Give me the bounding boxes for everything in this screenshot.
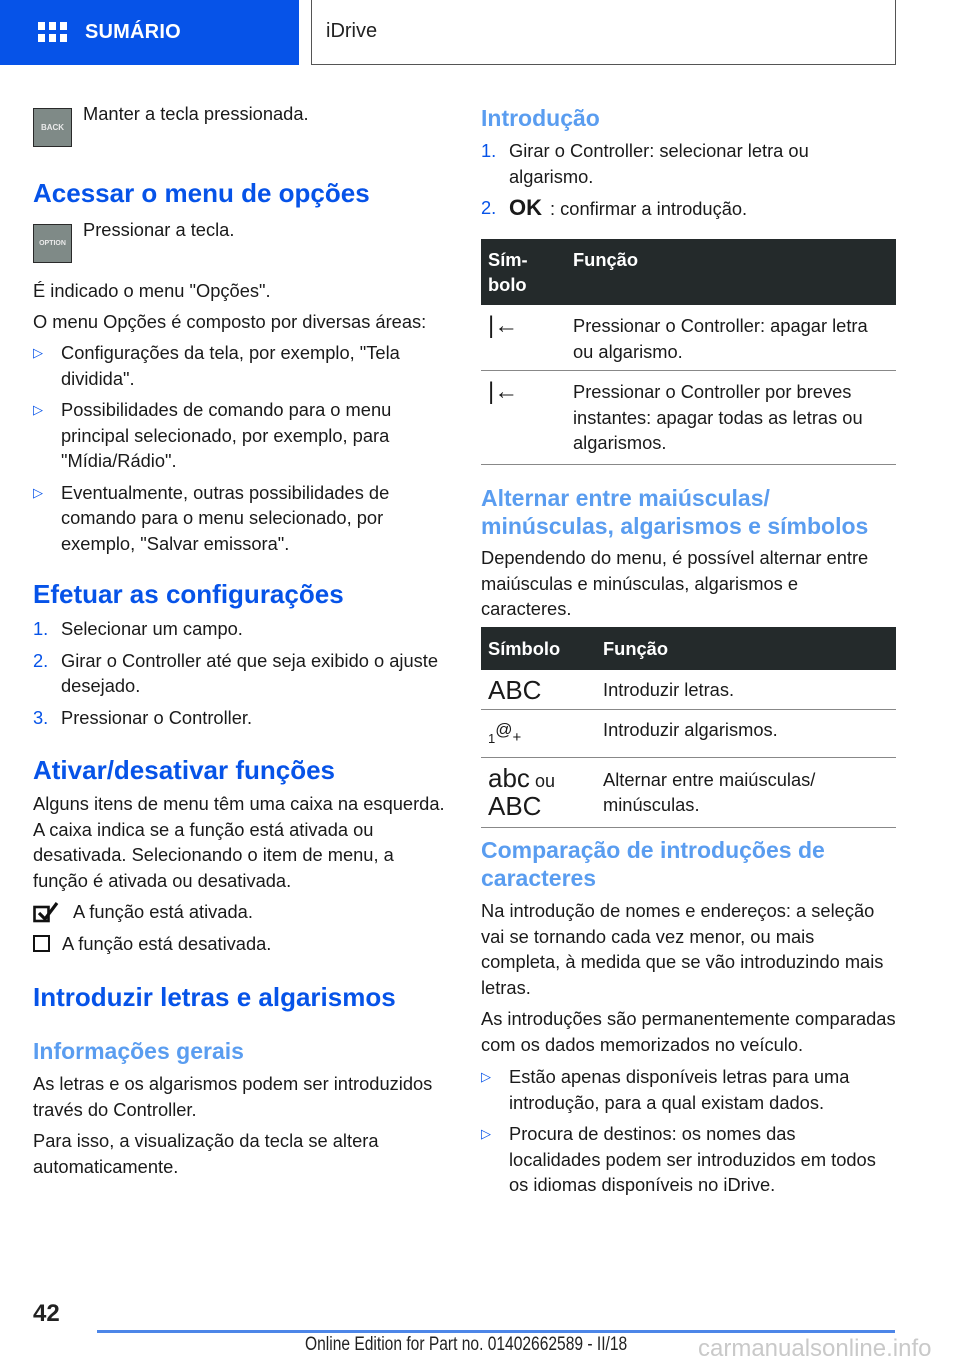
- list-item: ▷ Eventualmente, outras possibilidades de comando para o menu selecionado, por exemplo, "Salvar emissora".: [33, 481, 390, 554]
- heading-switch-case: Alternar entre maiúsculas/ minúsculas, algarismos e símbolos: [481, 485, 869, 539]
- compare-para-1: Na introdução de nomes e endereços: a seleção vai se tornando cada vez menor, ou mais completa, à medida que se vão introduzindo mais letras.: [481, 900, 884, 998]
- heading-intro: Introdução: [481, 105, 600, 131]
- unchecked-box-icon: [33, 935, 50, 952]
- list-item: 3. Pressionar o Controller.: [33, 706, 253, 728]
- compare-para-2: As introduções são permanentemente comparadas com os dados memorizados no veículo.: [481, 1008, 896, 1055]
- options-para-1: É indicado o menu "Opções".: [33, 280, 271, 301]
- ok-icon: OK: [509, 195, 542, 220]
- triangle-bullet-icon: ▷: [481, 1126, 491, 1141]
- table-row: abc ou ABC Alternar entre maiúsculas/ minúsculas.: [481, 757, 896, 827]
- backspace-icon: |←: [481, 305, 563, 371]
- option-key-text: Pressionar a tecla.: [83, 219, 235, 240]
- list-item: ▷ Configurações da tela, por exemplo, "Tela dividida".: [33, 342, 400, 389]
- list-item: 1. Girar o Controller: selecionar letra ou algarismo.: [481, 140, 809, 187]
- list-item: ▷ Procura de destinos: os nomes das localidades podem ser introduzidos em todos os idiomas disponíveis no iDrive.: [481, 1123, 876, 1195]
- list-item: ▷ Possibilidades de comando para o menu principal selecionado, por exemplo, para "Mídia/Rádio".: [33, 399, 392, 471]
- triangle-bullet-icon: ▷: [33, 402, 43, 417]
- column-header-function: Função: [603, 627, 896, 670]
- chapter-title-box: [311, 0, 896, 65]
- heading-options-menu: Acessar o menu de opções: [33, 178, 370, 208]
- checked-box-icon: [33, 901, 61, 923]
- back-key-row: [33, 103, 309, 147]
- column-header-symbol: Sím- bolo: [481, 239, 563, 305]
- backspace-icon: |←: [481, 371, 563, 465]
- checked-row: A função está ativada.: [33, 899, 253, 925]
- option-key-row: [33, 219, 235, 263]
- compare-bullet-list: [481, 1064, 886, 1204]
- numbers-symbols-icon: $_1$@+: [481, 710, 603, 758]
- watermark: carmanualsonline.info: [698, 1335, 932, 1362]
- grid-icon: [38, 22, 66, 44]
- table-header-row: [481, 239, 896, 305]
- column-header-symbol: Símbolo: [481, 627, 603, 670]
- page-number: 42: [33, 1300, 60, 1327]
- heading-enter-letters: Introduzir letras e algarismos: [33, 982, 396, 1012]
- heading-settings: Efetuar as configurações: [33, 579, 344, 609]
- list-item: ▷ Estão apenas disponíveis letras para uma introdução, para a qual existam dados.: [481, 1066, 850, 1113]
- option-key-icon: OPTION: [33, 224, 72, 263]
- heading-compare: Comparação de introduções de caracteres: [481, 837, 825, 891]
- table-row: $_1$@+ Introduzir algarismos.: [481, 710, 896, 758]
- column-header-function: Função: [563, 239, 896, 305]
- table-row: |← Pressionar o Controller por breves instantes: apagar todas as letras ou algarismos.: [481, 371, 896, 465]
- triangle-bullet-icon: ▷: [33, 345, 43, 360]
- switch-para: Dependendo do menu, é possível alternar entre maiúsculas e minúsculas, algarismos e caracteres.: [481, 547, 869, 619]
- toc-label: SUMÁRIO: [85, 21, 181, 43]
- table-row: |← Pressionar o Controller: apagar letra ou algarismo.: [481, 305, 896, 371]
- options-bullet-list: [33, 340, 443, 562]
- unchecked-row: A função está desativada.: [33, 931, 271, 957]
- triangle-bullet-icon: ▷: [481, 1069, 491, 1084]
- list-item: 2. OK : confirmar a introdução.: [481, 195, 748, 220]
- enter-para-2: Para isso, a visualização da tecla se altera automaticamente.: [33, 1130, 379, 1177]
- delete-symbols-table: [481, 239, 896, 465]
- back-key-icon: BACK: [33, 108, 72, 147]
- table-header-row: [481, 627, 896, 670]
- options-para-2: O menu Opções é composto por diversas áreas:: [33, 311, 427, 332]
- edition-text: Online Edition for Part no. 01402662589 - II/18: [305, 1334, 628, 1355]
- triangle-bullet-icon: ▷: [33, 484, 43, 500]
- subheading-general-info: Informações gerais: [33, 1038, 244, 1064]
- case-symbols-table: [481, 627, 896, 828]
- table-row: ABC Introduzir letras.: [481, 670, 896, 710]
- heading-toggle: Ativar/desativar funções: [33, 755, 336, 785]
- toc-button[interactable]: [0, 0, 299, 65]
- chapter-title: iDrive: [326, 19, 378, 42]
- settings-steps: [33, 616, 443, 736]
- enter-para-1: As letras e os algarismos podem ser introduzidos través do Controller.: [33, 1073, 433, 1120]
- list-item: 1. Selecionar um campo.: [33, 618, 243, 639]
- case-toggle-icon: abc ou ABC: [481, 757, 603, 827]
- uppercase-abc-icon: ABC: [481, 670, 603, 710]
- list-item: 2. Girar o Controller até que seja exibido o ajuste desejado.: [33, 649, 439, 696]
- intro-steps: [481, 138, 871, 228]
- footer-divider: [97, 1330, 895, 1333]
- back-key-text: Manter a tecla pressionada.: [83, 103, 309, 124]
- toggle-para: Alguns itens de menu têm uma caixa na esquerda. A caixa indica se a função está ativada ou desativada. Selecionando o item de menu, a função é ativada ou desativada.: [33, 793, 445, 891]
